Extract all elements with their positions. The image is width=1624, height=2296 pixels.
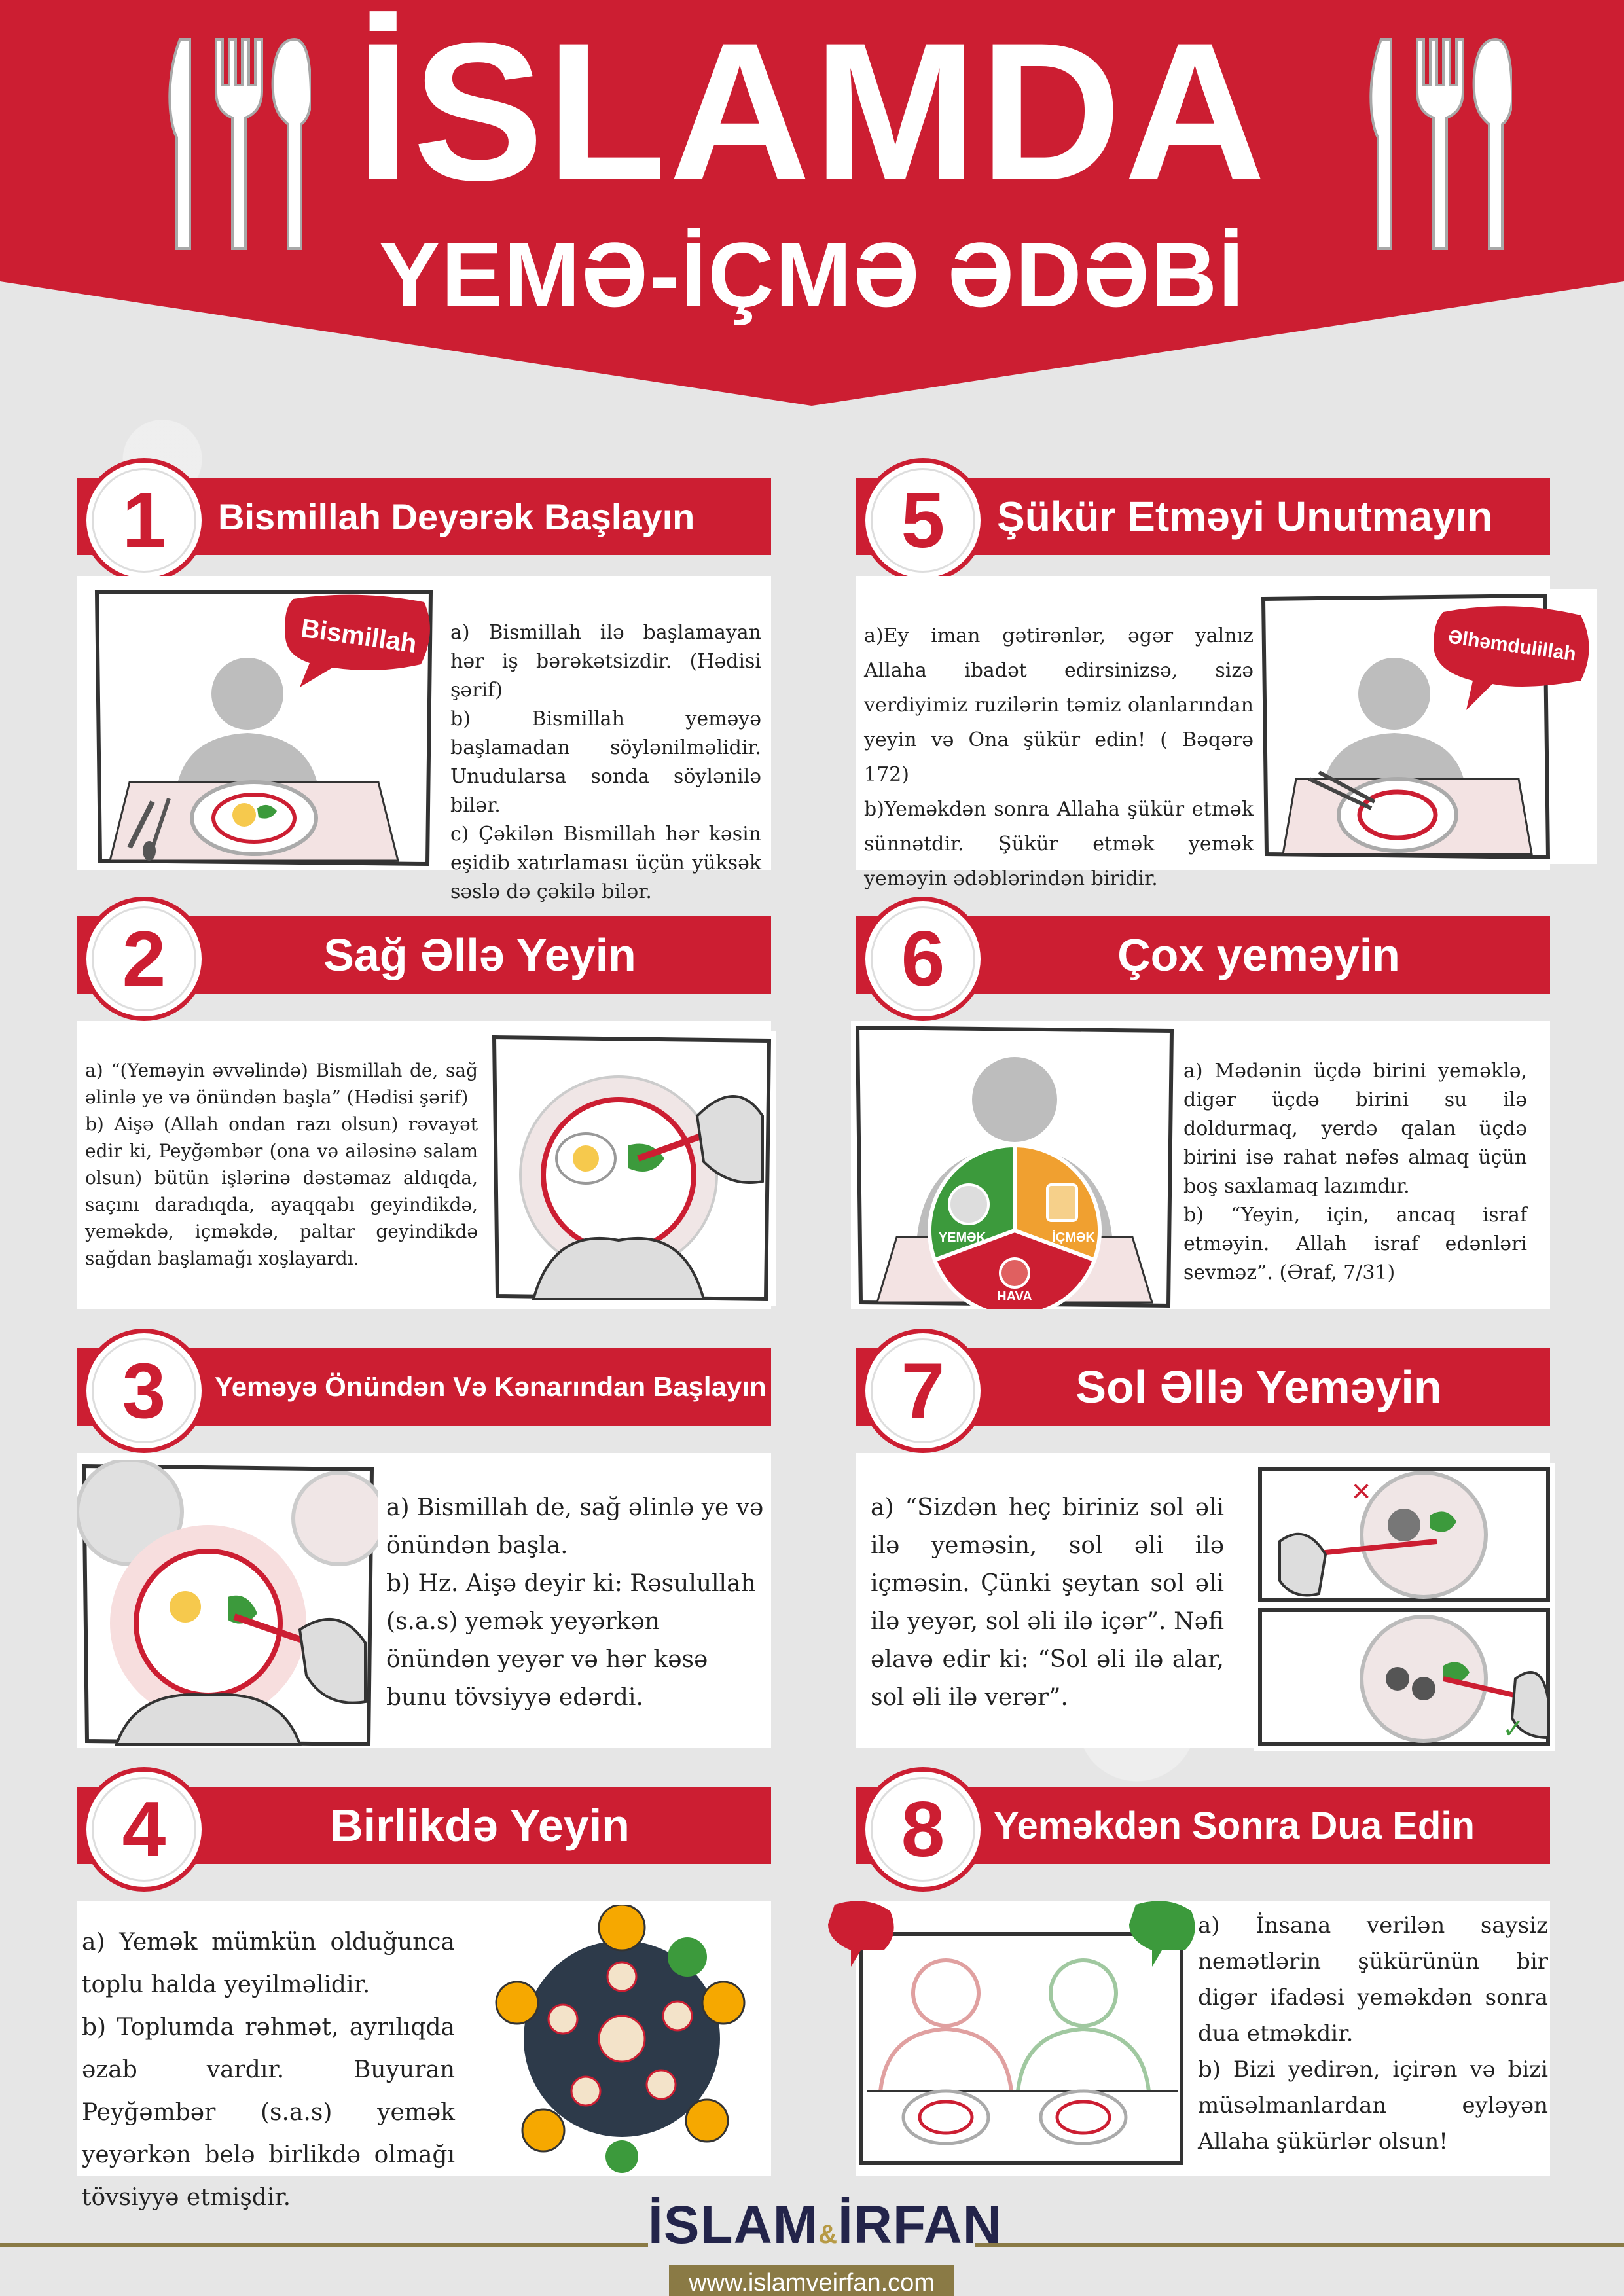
section-3-para-a: a) Bismillah de, sağ əlinlə ye və önündən başla. xyxy=(386,1494,764,1559)
section-6-para-a: a) Mədənin üçdə birini yeməklə, digər üçdə birini su ilə doldurmaq, yerdə qalan üçdə birini isə rahat nəfəs almaq üçün boş saxlamaq lazımdır. xyxy=(1183,1060,1527,1198)
section-2-illustration xyxy=(488,1031,776,1306)
section-4-illustration xyxy=(491,1905,753,2173)
section-5-text xyxy=(864,619,1254,896)
section-6-number-text: 6 xyxy=(871,906,975,1011)
svg-text:✓: ✓ xyxy=(1502,1714,1525,1744)
section-1-para-a: a) Bismillah ilə başlamayan hər iş bərəkətsizdir. (Hədisi şərif) xyxy=(450,621,761,702)
footer-logo xyxy=(648,2195,1002,2296)
section-4-number xyxy=(82,1767,206,1892)
section-1-illustration xyxy=(90,586,437,867)
section-7-title: Sol Əllə Yeməyin xyxy=(1075,1361,1442,1412)
section-7-text xyxy=(871,1489,1224,1717)
svg-text:×: × xyxy=(1352,1473,1371,1509)
section-2-para-b: b) Aişə (Allah ondan razı olsun) rəvayət edir ki, Peyğəmbər (ona və ailəsinə salam olsun) bütün işlərinə dəstəmaz aldıqda, saçını daradıqda, ayaqqabı geyindikdə, yeməkdə, içməkdə, paltar geyindikdə sağdan başlamağı xoşlayardı. xyxy=(85,1113,478,1269)
section-2-title: Sağ Əllə Yeyin xyxy=(323,929,636,980)
header-banner xyxy=(0,0,1624,406)
section-1-number-text: 1 xyxy=(92,468,196,573)
section-1-para-c: c) Çəkilən Bismillah hər kəsin eşidib xatırlaması üçün yüksək səslə də çəkilə bilər. xyxy=(450,823,761,903)
section-4-para-b: b) Toplumda rəhmət, ayrılıqda əzab vardır. Buyuran Peyğəmbər (s.a.s) yemək yeyərkən belə birlikdə olmağı tövsiyyə etmişdir. xyxy=(82,2014,455,2211)
section-3-illustration xyxy=(77,1460,378,1748)
section-5-para-a: a)Ey iman gətirənlər, əgər yalnız Allaha ibadət edirsinizsə, sizə verdiyimiz ruzilərin təmiz olanlarından yeyin və Ona şükür edin! ( Bəqərə 172) xyxy=(864,624,1254,786)
page-subtitle: YEMƏ-İÇMƏ ƏDƏBİ xyxy=(378,223,1246,326)
section-1-title: Bismillah Deyərək Başlayın xyxy=(218,495,695,537)
section-8-para-a: a) İnsana verilən saysiz nemətlərin şükürünün bir digər ifadəsi yeməkdən sonra dua etməkdir. xyxy=(1198,1912,1548,2047)
section-5-number-text: 5 xyxy=(871,468,975,573)
section-6-para-b: b) “Yeyin, için, ancaq israf etməyin. Allah israf edənləri sevməz”. (Əraf, 7/31) xyxy=(1183,1204,1527,1284)
section-8-number-text: 8 xyxy=(871,1777,975,1882)
section-2-para-a: a) “(Yeməyin əvvəlində) Bismillah de, sağ əlinlə ye və önündən başla” (Hədisi şərif) xyxy=(85,1060,478,1108)
logo-text xyxy=(648,2195,1002,2264)
section-5-para-b: b)Yeməkdən sonra Allaha şükür etmək sünnətdir. Şükür etmək yemək yeməyin ədəblərindən biridir. xyxy=(864,798,1254,890)
bubble-text-bismillah: Bismillah xyxy=(298,613,419,659)
section-1-number xyxy=(82,458,206,583)
section-8-number xyxy=(861,1767,985,1892)
section-3-para-b: b) Hz. Aişə deyir ki: Rəsulullah (s.a.s) yemək yeyərkən önündən yeyər və hər kəsə bunu tövsiyyə edərdi. xyxy=(386,1570,756,1711)
section-7-para-a: a) “Sizdən heç biriniz sol əli ilə yeməsin, sol əli ilə içməsin. Çünki şeytan sol əli ilə yeyər, sol əli ilə içər”. Nəfi əlavə edir ki: “Sol əli ilə alar, sol əli ilə verər”. xyxy=(871,1494,1224,1711)
section-3-number-text: 3 xyxy=(92,1338,196,1443)
section-6-text xyxy=(1183,1057,1527,1287)
section-3-number xyxy=(82,1329,206,1453)
section-4-number-text: 4 xyxy=(92,1777,196,1882)
section-4-title: Birlikdə Yeyin xyxy=(330,1800,630,1851)
section-5-illustration xyxy=(1257,589,1597,864)
section-5-number xyxy=(861,458,985,583)
website-link[interactable]: www.islamveirfan.com xyxy=(669,2265,954,2296)
section-3-title: Yeməyə Önündən Və Kənarından Başlayın xyxy=(215,1371,767,1402)
footer-line-left xyxy=(0,2243,648,2247)
section-6-title: Çox yeməyin xyxy=(1117,929,1400,980)
page-title: İSLAMDA xyxy=(355,1,1269,221)
bubble-text-elhemdulillah: Əlhəmdulillah xyxy=(1447,626,1578,666)
section-2-text xyxy=(85,1057,478,1272)
logo-right: İRFAN xyxy=(837,2195,1002,2255)
plate-label-food: YEMƏK xyxy=(938,1230,986,1245)
section-6-illustration xyxy=(851,1021,1178,1309)
section-8-title: Yeməkdən Sonra Dua Edin xyxy=(994,1804,1475,1847)
section-7-illustration xyxy=(1254,1463,1555,1751)
section-8-text xyxy=(1198,1908,1548,2160)
section-8-illustration xyxy=(815,1895,1195,2170)
section-7-number-text: 7 xyxy=(871,1338,975,1443)
logo-amp: & xyxy=(818,2220,838,2249)
section-2-number-text: 2 xyxy=(92,906,196,1011)
section-8-para-b: b) Bizi yedirən, içirən və bizi müsəlmanlardan eyləyən Allaha şükürlər olsun! xyxy=(1198,2056,1548,2155)
logo-left: İSLAM xyxy=(648,2195,819,2255)
section-4-para-a: a) Yemək mümkün olduğunca toplu halda yeyilməlidir. xyxy=(82,1929,455,1998)
section-3-text xyxy=(386,1489,766,1717)
section-6-number xyxy=(861,897,985,1021)
footer-line-right xyxy=(975,2243,1624,2247)
section-5-title: Şükür Etməyi Unutmayın xyxy=(997,493,1493,540)
section-4-text xyxy=(82,1921,455,2219)
plate-label-drink: İÇMƏK xyxy=(1052,1230,1095,1245)
section-1-para-b: b) Bismillah yeməyə başlamadan söylənilməlidir. Unudularsa sonda söylənilə bilər. xyxy=(450,708,761,817)
section-1-text xyxy=(450,619,761,906)
section-2-number xyxy=(82,897,206,1021)
section-7-number xyxy=(861,1329,985,1453)
plate-label-air: HAVA xyxy=(997,1289,1032,1304)
